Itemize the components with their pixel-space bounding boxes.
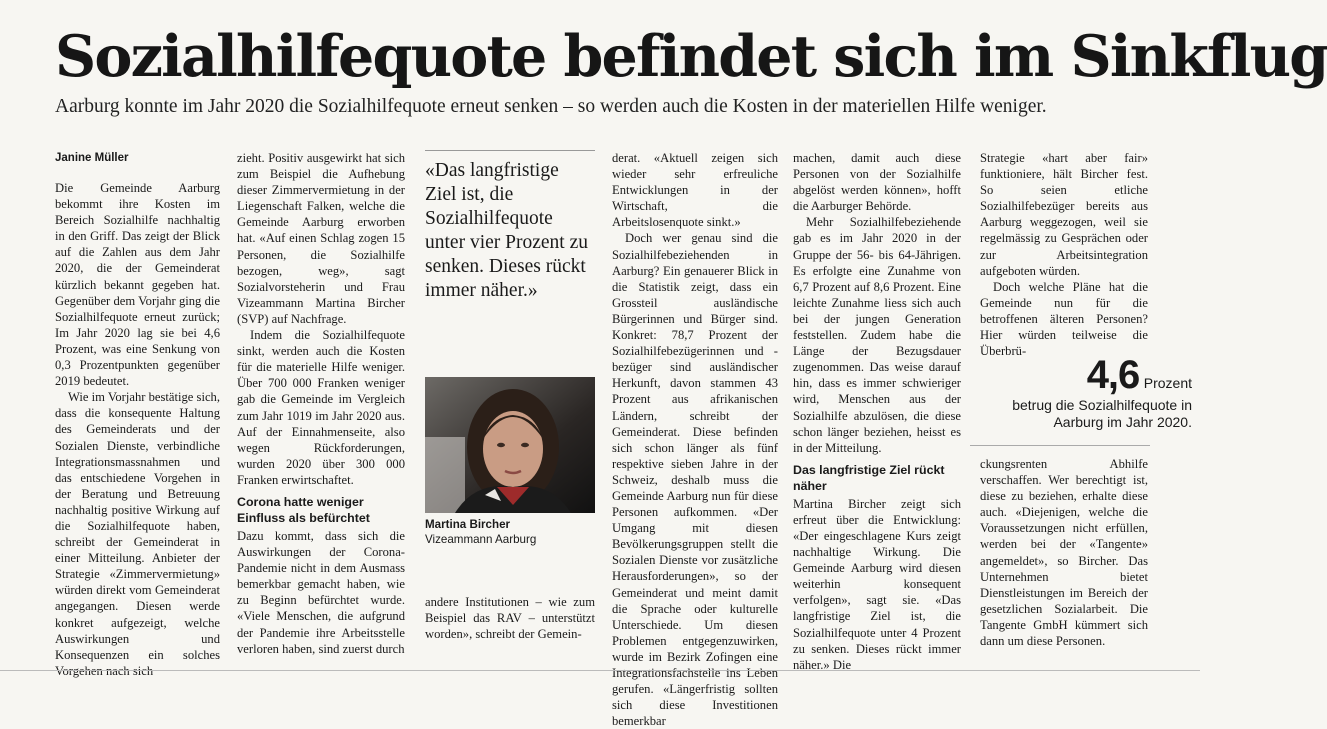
fact-text: betrug die Sozialhilfequote in Aarburg im Jahr 2020. <box>1012 397 1192 430</box>
paragraph: Wie im Vorjahr bestätige sich, dass die konsequente Haltung des Gemeinderats und der Sozialen Dienste, verbindliche Integrationsmassnahmen und das entschiedene Vorgehen in der Beratung und Betreuung nachhaltig positive Wirkung auf die Sozialhilfequote haben, schreibt der Gemeinderat in einer Mitteilung. Anbieter der Strategie «Zimmervermietung» würden direkt vom Gemeinderat angegangen. Diesen werde konkret aufgezeigt, welche Auswirkungen und Konsequenzen ein solches Vorgehen nach sich <box>55 390 220 678</box>
paragraph: Doch wer genau sind die Sozialhilfebeziehenden in Aarburg? Ein genauerer Blick in die Statistik zeigt, dass ein Grossteil ausländische Bürgerinnen und Bürger sind. Konkret: 78,7 Prozent der Sozialhilfebezügerinnen und -bezüger sind ausländischer Herkunft, davon stammen 43 Prozent aus afrikanischen Ländern, schreibt der Gemeinderat. Diese befinden sich schon länger als fünf respektive sieben Jahre in der Schweiz, deshalb muss die Gemeinde Aarburg nun für diese Personen aufkommen. «Der Umgang mit diesen Bevölkerungsgruppen stellt die Sozialen Dienste vor zusätzliche Herausforderungen», so der Gemeinderat und meint damit die Sprache oder kulturelle Unterschiede. Um diesen Problemen entgegenzuwirken, wurde im Bezirk Zofingen eine Integrationsfachstelle ins Leben gerufen. «Längerfristig sollten sich diese Investitionen bemerkbar <box>612 231 778 729</box>
caption-name: Martina Bircher <box>425 518 511 531</box>
paragraph: machen, damit auch diese Personen von der Sozialhilfe abgelöst werden können», hofft die Aarburger Behörde. <box>793 151 961 214</box>
subheading: Corona hatte weniger Einfluss als befürchtet <box>237 494 370 525</box>
photo-caption <box>425 517 595 547</box>
column-3-continuation: andere Institutionen – wie zum Beispiel das RAV – unterstützt worden», schreibt der Gemein- <box>425 595 595 642</box>
column-2 <box>237 150 405 657</box>
subheading: Das langfristige Ziel rückt näher <box>793 462 945 493</box>
paragraph: Doch welche Pläne hat die Gemeinde nun für die betroffenen älteren Personen? Hier würden teilweise die Überbrü- <box>980 279 1148 359</box>
paragraph: zieht. Positiv ausgewirkt hat sich zum Beispiel die Aufhebung dieser Zimmervermietung in der Liegenschaft Falken, welche die Gemeinde Aarburg erworben hat. «Auf einen Schlag zogen 15 Personen, die Sozialhilfe bezogen, weg», sagt Sozialvorsteherin und Frau Vizeammann Martina Bircher (SVP) auf Nachfrage. <box>237 151 405 326</box>
pull-quote: «Das langfristige Ziel ist, die Sozialhilfequote unter vier Prozent zu senken. Dieses rückt immer näher.» <box>425 150 595 303</box>
paragraph: Strategie «hart aber fair» funktioniere, hält Bircher fest. So seien etliche Sozialhilfebezüger bereits aus Aarburg weggezogen, weil sie regelmässig zu Gesprächen oder zur Arbeitsintegration aufgeboten würden. <box>980 151 1148 278</box>
paragraph: Die Gemeinde Aarburg bekommt ihre Kosten im Bereich Sozialhilfe nachhaltig in den Griff. Das zeigt der Blick auf die Zahlen aus dem Jahr 2020, die der Gemeinderat kürzlich bekannt gegeben hat. Gegenüber dem Vorjahr ging die Sozialhilfequote erneut zurück; Im Jahr 2020 lag sie bei 4,6 Prozent, was eine Senkung von 0,3 Prozentpunkten gegenüber 2019 bedeutet. <box>55 181 220 389</box>
paragraph: ckungsrenten Abhilfe verschaffen. Wer berechtigt ist, diese zu beziehen, erhalte diese auch. «Diejenigen, welche die Voraussetzungen nicht erfüllen, werden bei der «Tangente» angemeldet», so Bircher. Das Unternehmen bietet Dienstleistungen im Bereich der gesetzlichen Sozialarbeit. Die Tangente GmbH kümmert sich dann um diese Personen. <box>980 457 1148 649</box>
paragraph: Dazu kommt, dass sich die Auswirkungen der Corona-Pandemie nicht in dem Ausmass bemerkbar gemacht haben, wie zu Beginn befürchtet wurde. «Viele Menschen, die aufgrund der Pandemie ihre Arbeitsstelle verloren haben, sind zuerst durch <box>237 528 405 656</box>
fact-box <box>982 355 1192 431</box>
divider <box>0 670 1200 671</box>
column-6 <box>980 150 1148 359</box>
author-name: Janine Müller <box>55 152 129 164</box>
column-1 <box>55 150 220 679</box>
lead-text: Aarburg konnte im Jahr 2020 die Sozialhilfequote erneut senken – so werden auch die Kosten in der materiellen Hilfe weniger. <box>55 96 1047 117</box>
portrait-illustration <box>425 377 595 513</box>
headline: Sozialhilfequote befindet sich im Sinkflug <box>55 23 1327 90</box>
paragraph: Mehr Sozialhilfebeziehende gab es im Jahr 2020 in der Gruppe der 56- bis 64-Jährigen. Es erfolgte eine Zunahme von 6,7 Prozent auf 8,6 Prozent. Eine leichte Zunahme liess sich auch bei der jungen Generation feststellen. Zudem habe die Länge der Bezugsdauer zugenommen. Das weise darauf hin, dass es immer schwieriger wird, Menschen aus der Sozialhilfe abzulösen, die diese schon länger beziehen, heisst es in der Mitteilung. <box>793 215 961 455</box>
paragraph: Martina Bircher zeigt sich erfreut über die Entwicklung: «Der eingeschlagene Kurs zeigt nachhaltige Wirkung. Die Gemeinde Aarburg wird diesen weiterhin konsequent verfolgen», sagt sie. «Das langfristige Ziel ist, die Sozialhilfequote unter 4 Prozent zu senken. Dieses rückt immer näher.» Die <box>793 496 961 672</box>
fact-unit: Prozent <box>1143 375 1192 391</box>
column-4 <box>612 150 778 729</box>
column-5 <box>793 150 961 673</box>
divider <box>970 445 1150 446</box>
portrait-photo <box>425 377 595 513</box>
column-6-continuation <box>980 456 1148 649</box>
paragraph: Indem die Sozialhilfequote sinkt, werden auch die Kosten für die materielle Hilfe weniger. Über 700 000 Franken weniger gab die Gemeinde im Vergleich zum Jahr 1019 im Jahr 2020 aus. Auf der Einnahmenseite, also wegen Rückforderungen, wurden 2020 über 300 000 Franken erwirtschaftet. <box>237 328 405 487</box>
fact-value: 4,6 <box>1086 353 1140 397</box>
paragraph: derat. «Aktuell zeigen sich wieder sehr erfreuliche Entwicklungen in der Wirtschaft, die Arbeitslosenquote sinkt.» <box>612 151 778 230</box>
caption-role: Vizeammann Aarburg <box>425 533 537 546</box>
